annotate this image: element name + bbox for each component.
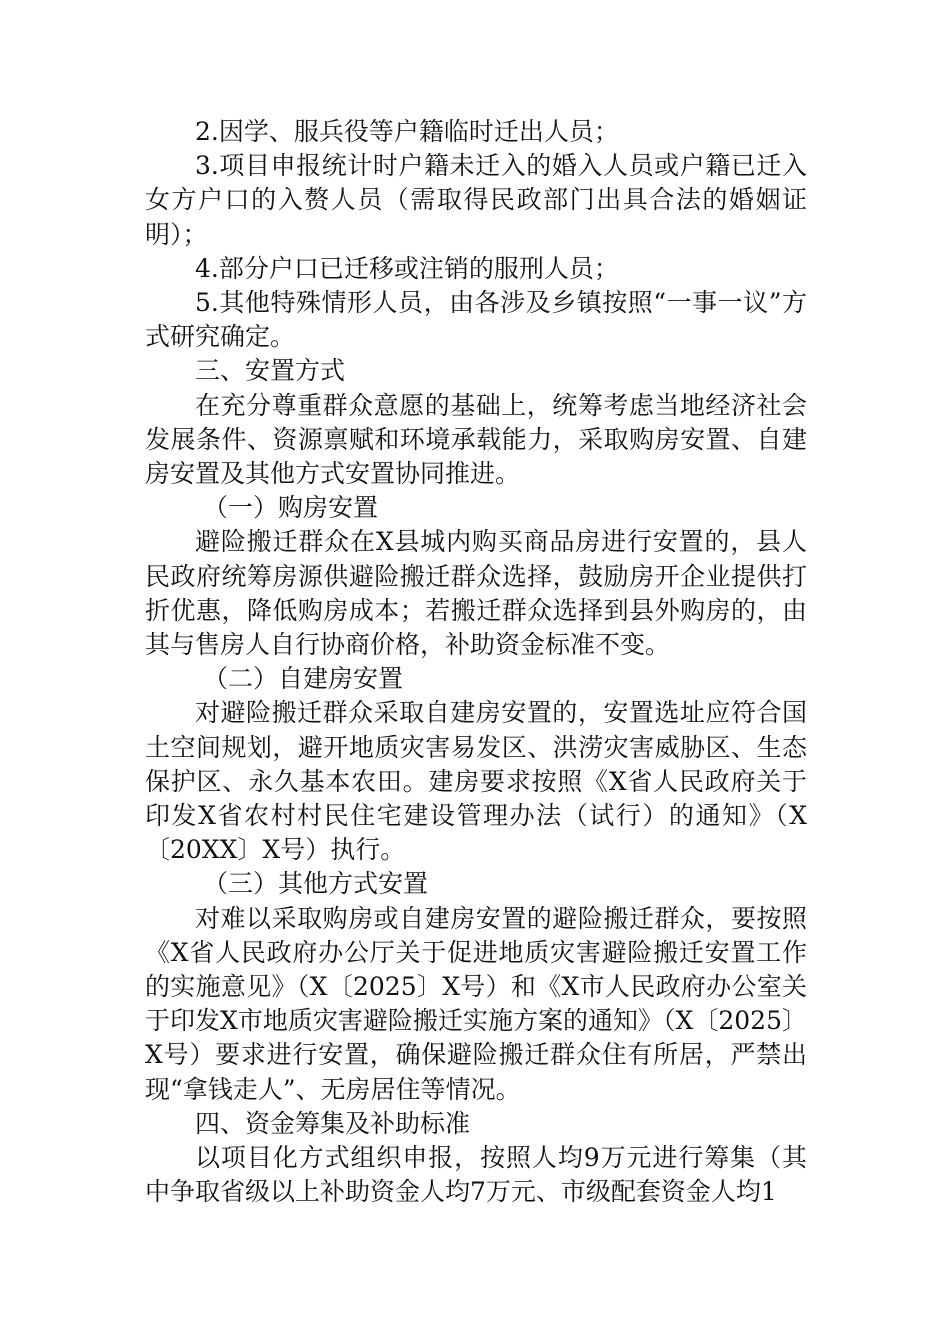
document-page bbox=[145, 115, 807, 1210]
body-paragraph: 在充分尊重群众意愿的基础上，统筹考虑当地经济社会发展条件、资源禀赋和环境承载能力，采取购房安置、自建房安置及其他方式安置协同推进。 bbox=[145, 390, 807, 489]
body-paragraph: 避险搬迁群众在X县城内购买商品房进行安置的，县人民政府统筹房源供避险搬迁群众选择，鼓励房开企业提供打折优惠，降低购房成本；若搬迁群众选择到县外购房的，由其与售房人自行协商价格，补助资金标准不变。 bbox=[145, 527, 807, 660]
body-paragraph: 以项目化方式组织申报，按照人均9万元进行筹集（其中争取省级以上补助资金人均7万元、市级配套资金人均1 bbox=[145, 1143, 807, 1207]
body-paragraph: 对避险搬迁群众采取自建房安置的，安置选址应符合国土空间规划，避开地质灾害易发区、洪涝灾害威胁区、生态保护区、永久基本农田。建房要求按照《X省人民政府关于印发X省农村村民住宅建设管理办法（试行）的通知》（X〔20XX〕X号）执行。 bbox=[145, 698, 807, 865]
list-item: 2.因学、服兵役等户籍临时迁出人员； bbox=[195, 117, 619, 146]
body-paragraph: 对难以采取购房或自建房安置的避险搬迁群众，要按照《X省人民政府办公厅关于促进地质灾害避险搬迁安置工作的实施意见》（X〔2025〕X号）和《X市人民政府办公室关于印发X市地质灾害避险搬迁实施方案的通知》（X〔2025〕X号）要求进行安置，确保避险搬迁群众住有所居，严禁出现“拿钱走人”、无房居住等情况。 bbox=[145, 903, 807, 1104]
subsection-heading: （二）自建房安置 bbox=[203, 664, 404, 694]
section-heading: 四、资金筹集及补助标准 bbox=[195, 1108, 471, 1138]
list-item: 3.项目申报统计时户籍未迁入的婚入人员或户籍已迁入女方户口的入赘人员（需取得民政部门出具合法的婚姻证明）； bbox=[145, 151, 807, 249]
section-heading: 三、安置方式 bbox=[195, 356, 346, 386]
subsection-heading: （三）其他方式安置 bbox=[203, 869, 429, 899]
list-item: 5.其他特殊情形人员，由各涉及乡镇按照“一事一议”方式研究确定。 bbox=[145, 288, 807, 352]
list-item: 4.部分户口已迁移或注销的服刑人员； bbox=[195, 253, 619, 283]
subsection-heading: （一）购房安置 bbox=[203, 493, 379, 523]
